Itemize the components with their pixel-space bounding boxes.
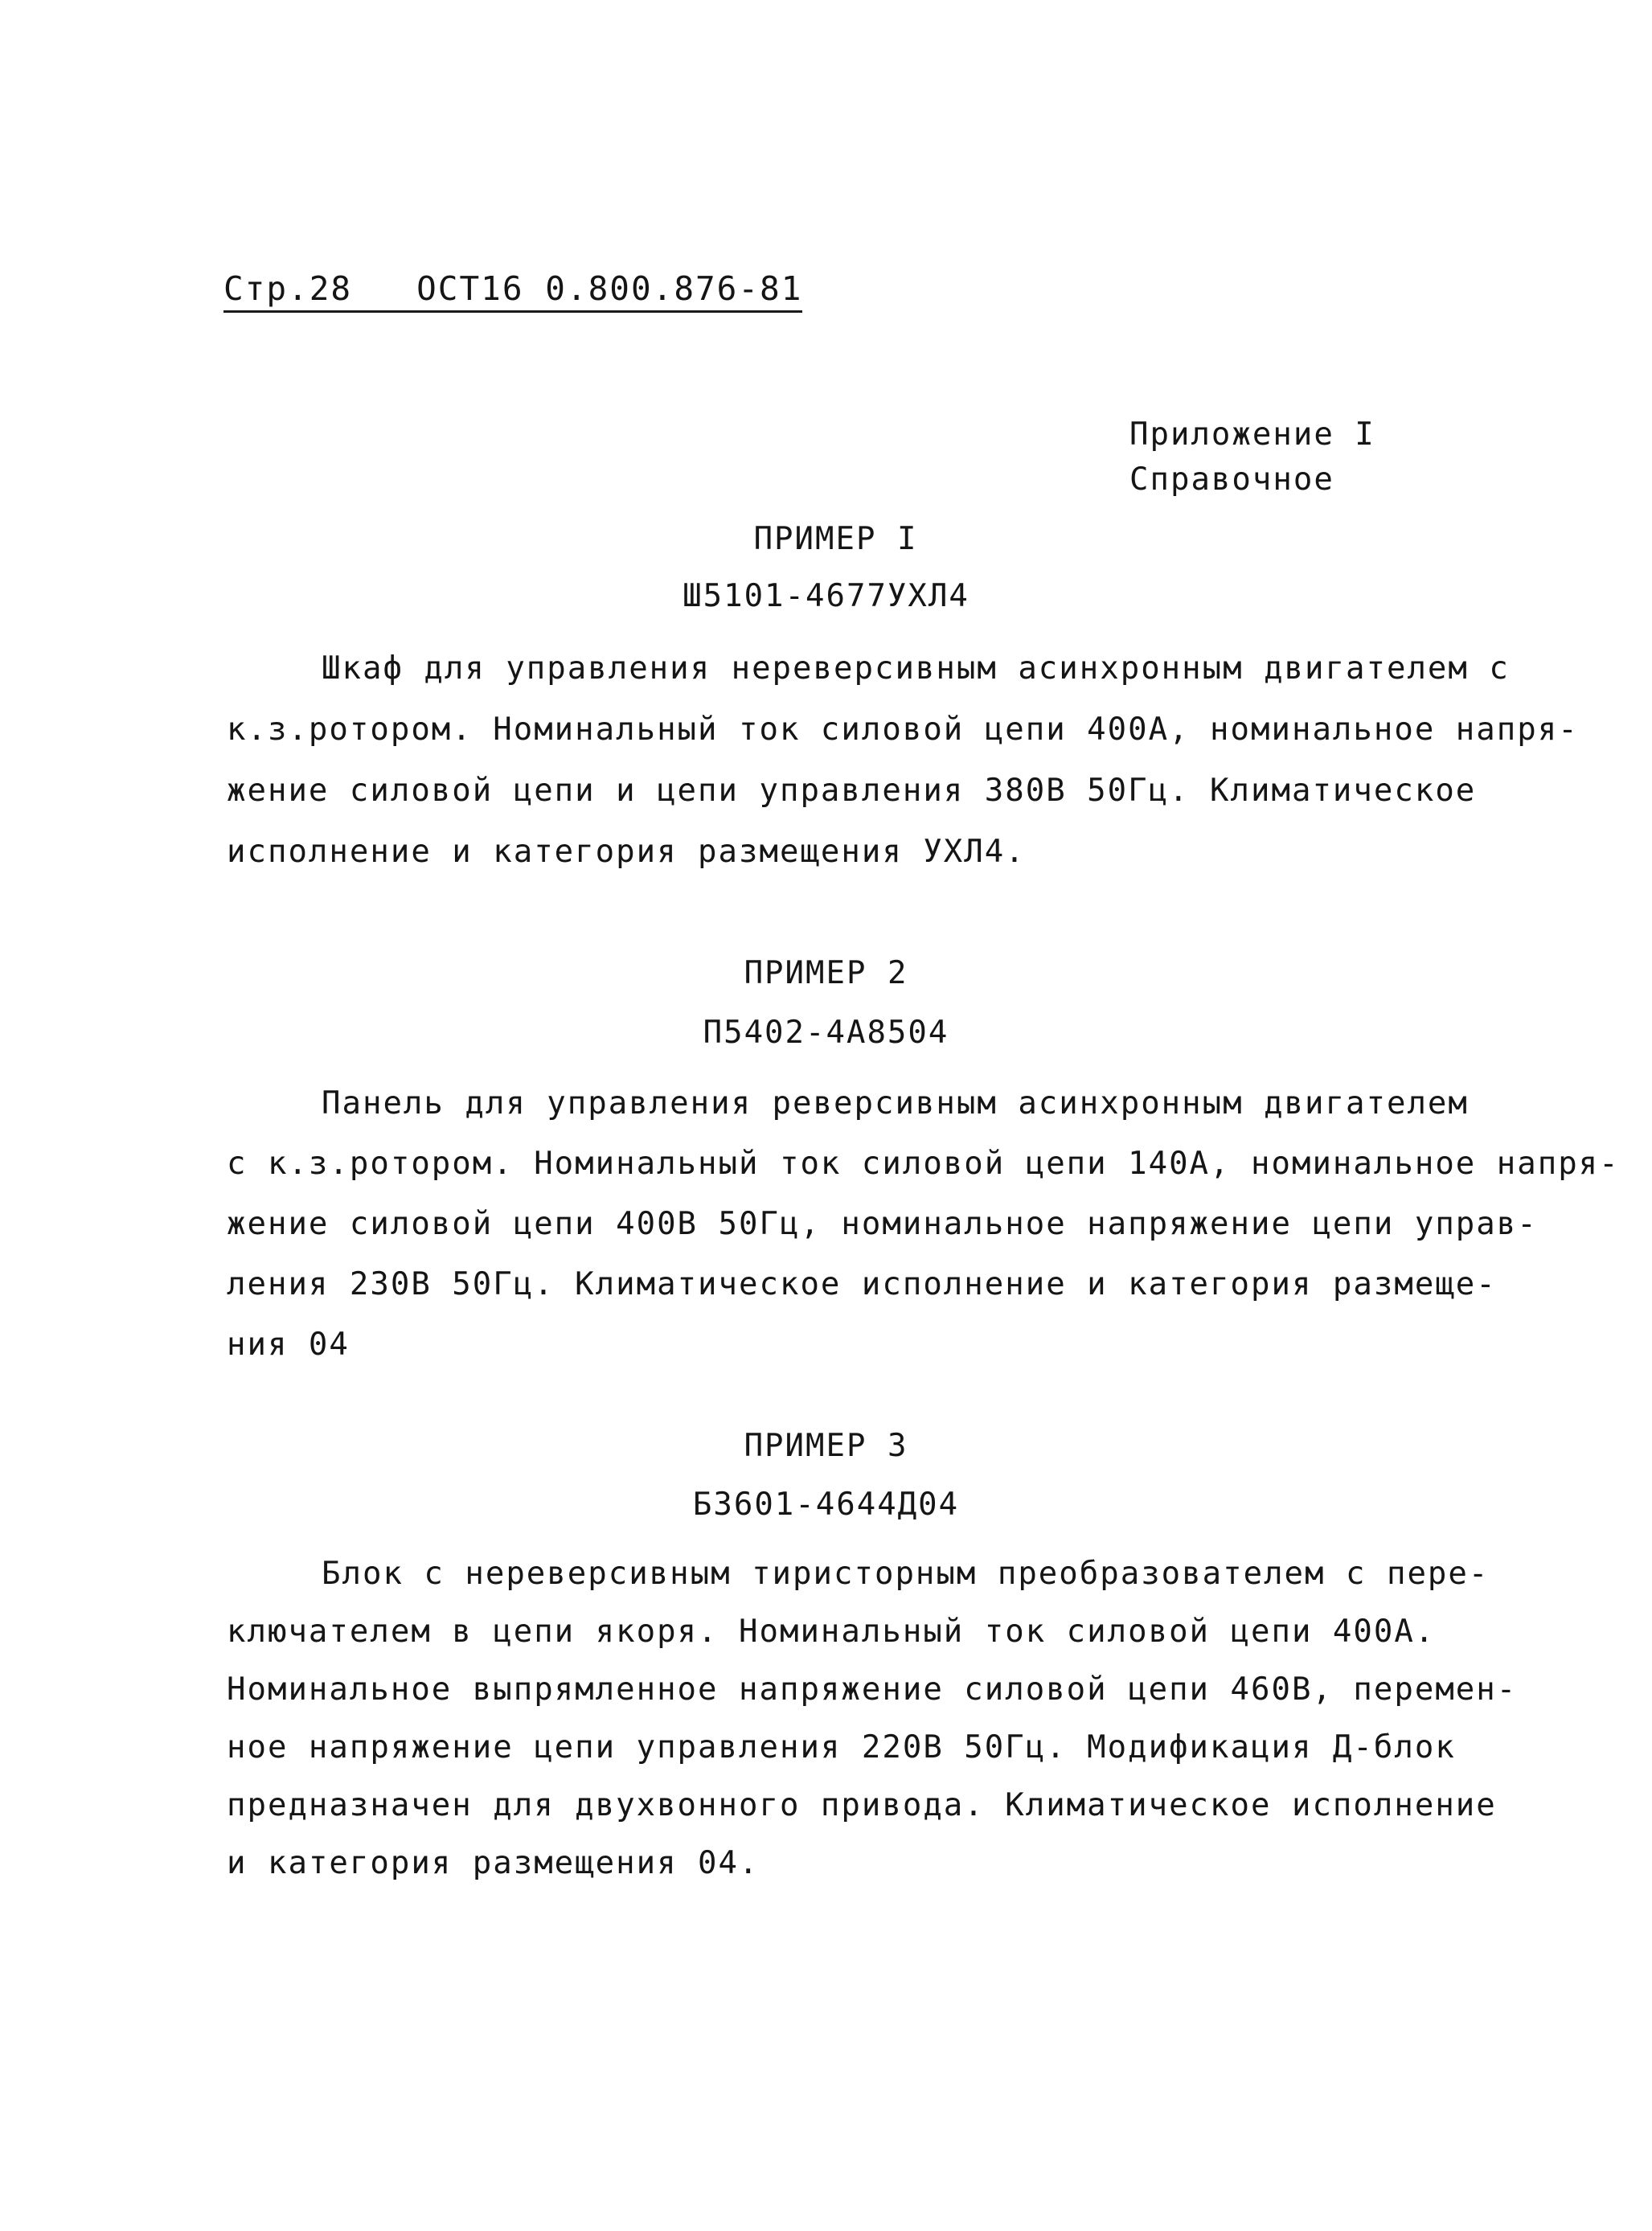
example-3-line: Блок с нереверсивным тиристорным преобразователем с пере- xyxy=(322,1556,1490,1592)
example-3-line: ключателем в цепи якоря. Номинальный ток силовой цепи 400А. xyxy=(227,1614,1436,1650)
example-1-line: жение силовой цепи и цепи управления 380В 50Гц. Климатическое xyxy=(227,773,1477,809)
example-1-title: ПРИМЕР I xyxy=(753,521,918,557)
example-2-description xyxy=(227,1073,1620,1375)
example-1-code: Ш5101-4677УХЛ4 xyxy=(683,578,969,614)
example-2-title: ПРИМЕР 2 xyxy=(744,955,908,991)
example-2-line: Панель для управления реверсивным асинхронным двигателем xyxy=(322,1085,1469,1122)
example-3-code: Б3601-4644Д04 xyxy=(692,1487,960,1523)
example-3-description xyxy=(227,1545,1517,1893)
page-header xyxy=(223,269,802,313)
example-1-line: к.з.ротором. Номинальный ток силовой цепи 400А, номинальное напря- xyxy=(227,712,1579,748)
example-2-code: П5402-4А8504 xyxy=(703,1015,949,1051)
example-3-line: предназначен для двухвонного привода. Климатическое исполнение xyxy=(227,1787,1497,1823)
example-3-title: ПРИМЕР 3 xyxy=(744,1428,908,1464)
appendix-label: Приложение I xyxy=(1129,416,1375,453)
appendix-type: Справочное xyxy=(1129,461,1334,498)
example-1-description xyxy=(227,638,1579,883)
standard-code: ОСТ16 0.800.876-81 xyxy=(416,269,803,308)
example-2-line: жение силовой цепи 400В 50Гц, номинальное напряжение цепи управ- xyxy=(227,1206,1538,1242)
example-1-line: Шкаф для управления нереверсивным асинхронным двигателем с xyxy=(322,650,1510,687)
example-2-line: с к.з.ротором. Номинальный ток силовой цепи 140А, номинальное напря- xyxy=(227,1146,1620,1182)
example-1-line: исполнение и категория размещения УХЛ4. xyxy=(227,834,1026,870)
page-number: Стр.28 xyxy=(223,269,353,308)
example-3-line: и категория размещения 04. xyxy=(227,1845,760,1881)
example-2-line: ния 04 xyxy=(227,1327,350,1363)
example-3-line: Номинальное выпрямленное напряжение силовой цепи 460В, перемен- xyxy=(227,1671,1518,1708)
example-3-line: ное напряжение цепи управления 220В 50Гц. Модификация Д-блок xyxy=(227,1729,1456,1766)
example-2-line: ления 230В 50Гц. Климатическое исполнение и категория размеще- xyxy=(227,1266,1497,1302)
